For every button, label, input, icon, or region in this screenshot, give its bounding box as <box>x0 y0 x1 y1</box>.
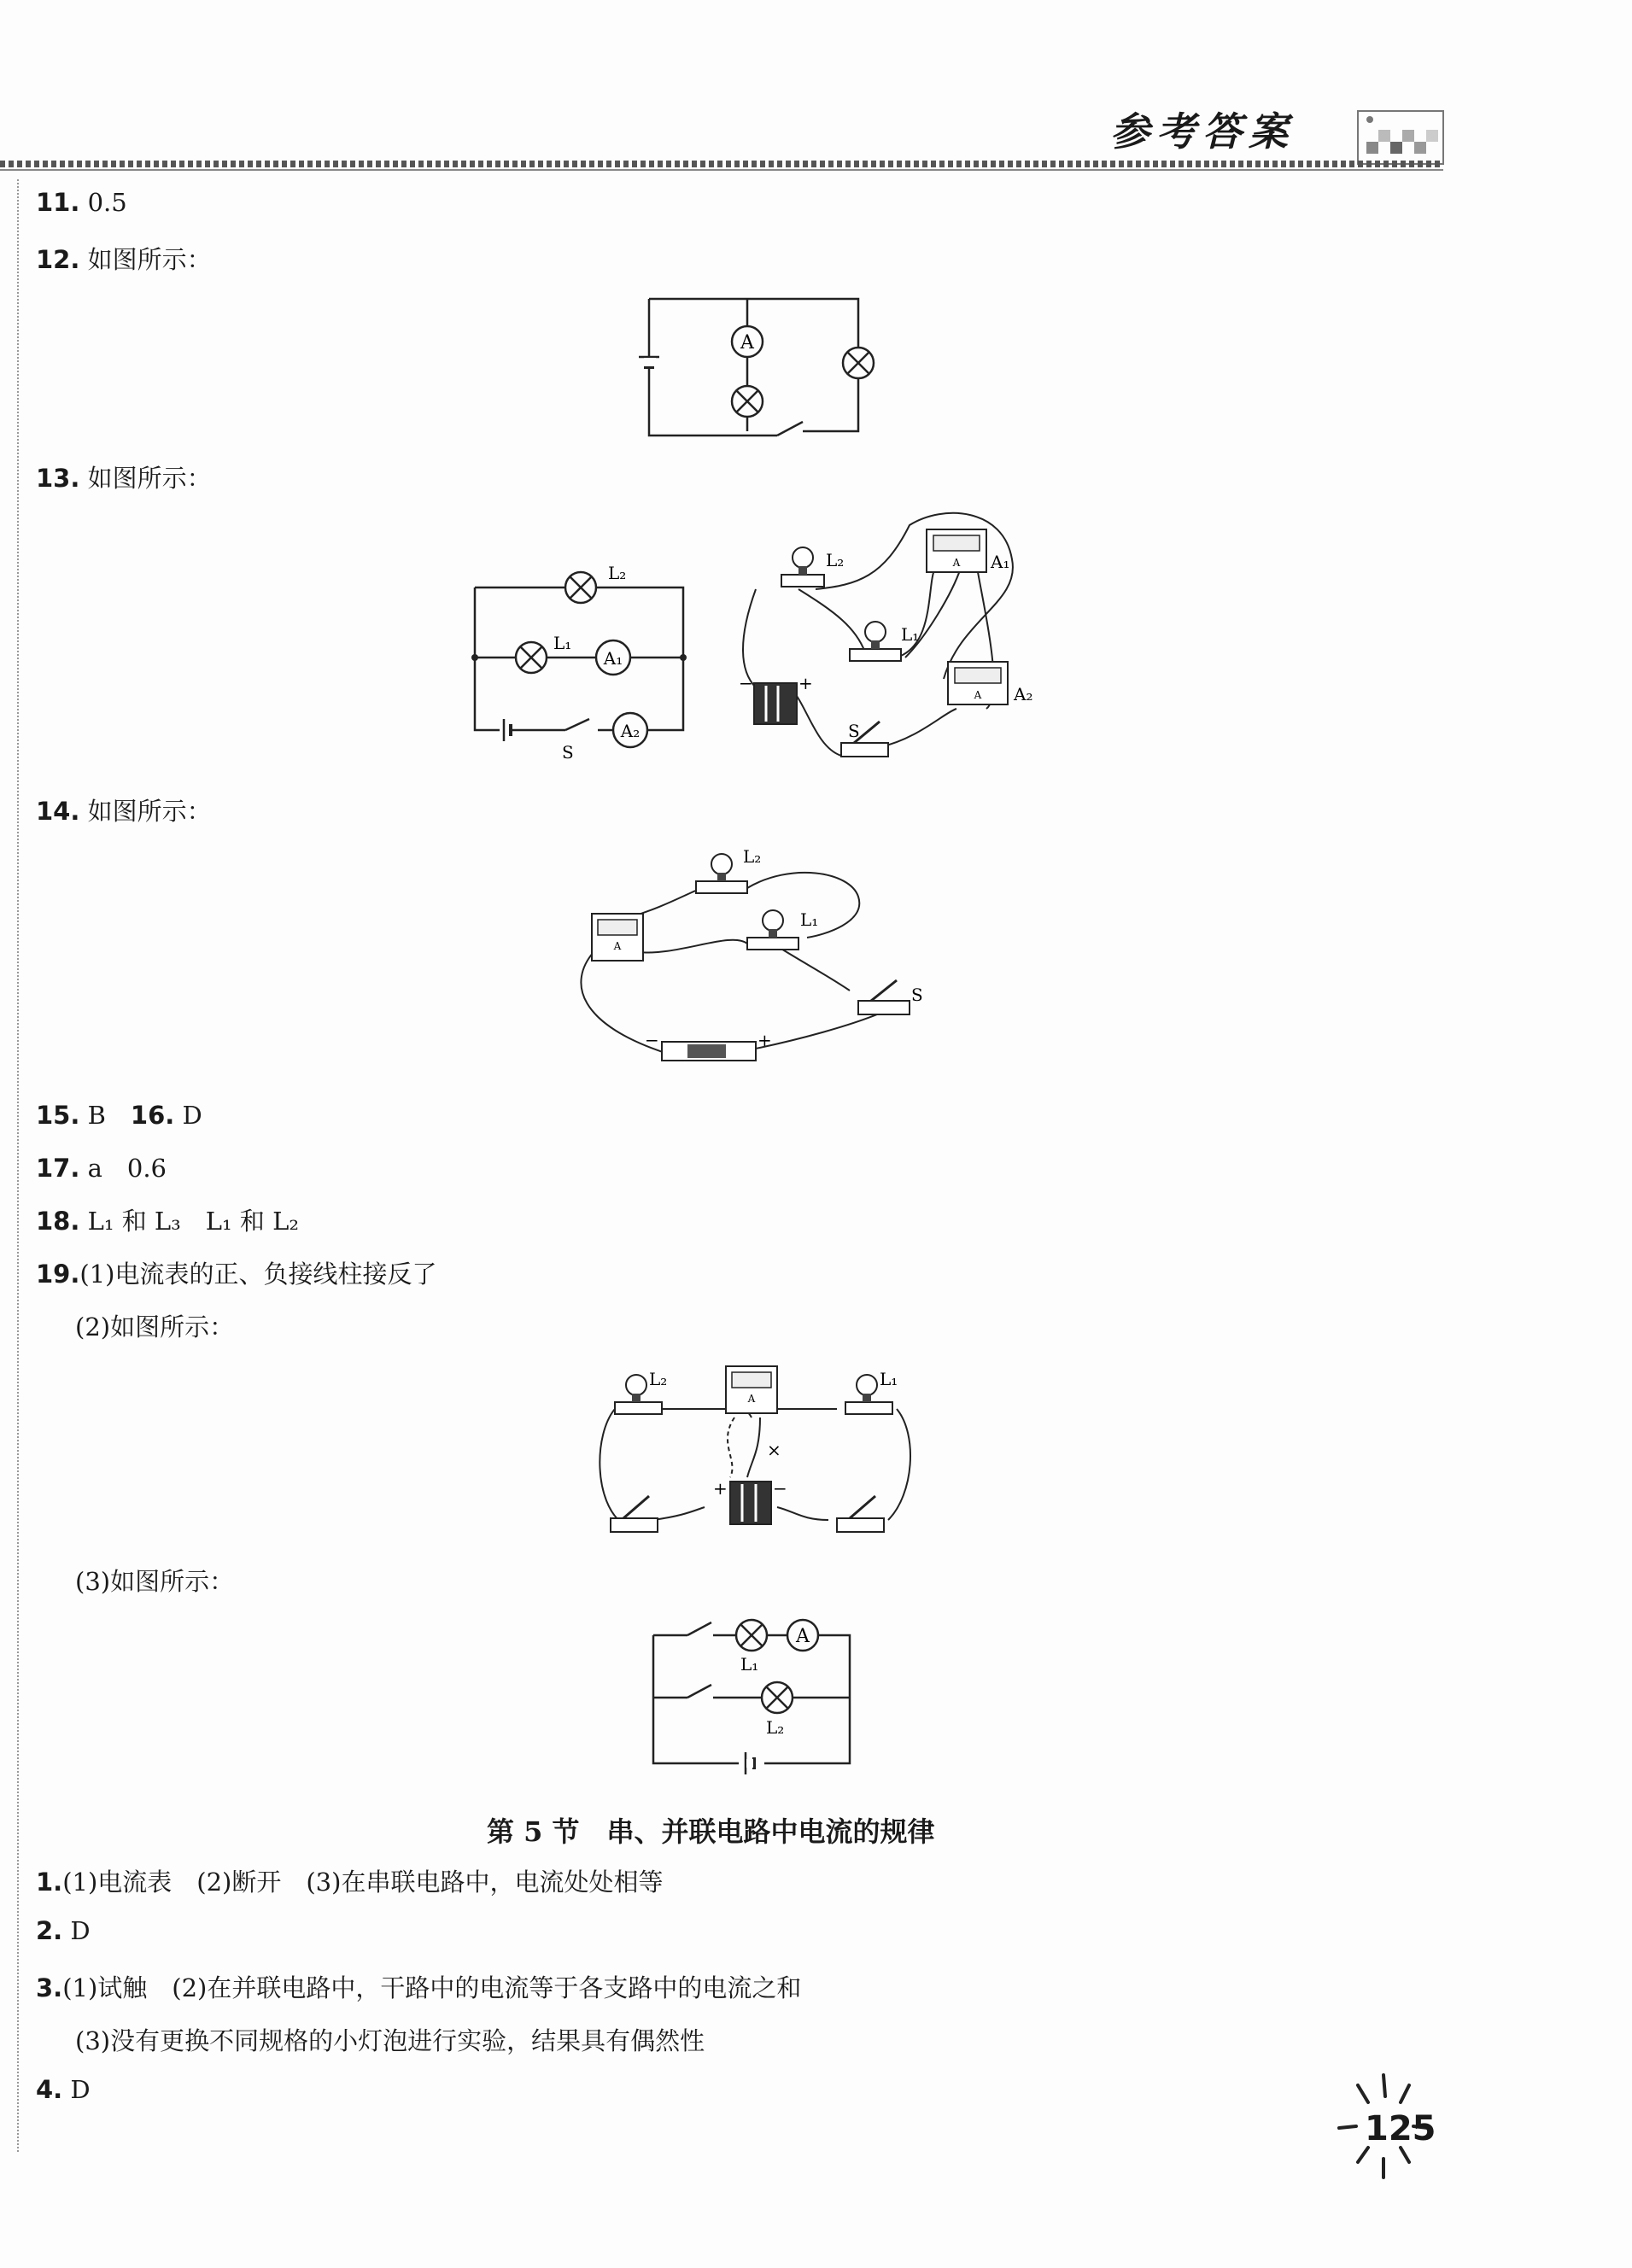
svg-text:A: A <box>974 689 982 701</box>
circuit-diagram-14-physical <box>576 837 935 1076</box>
svg-text:A₂: A₂ <box>620 721 641 741</box>
ammeter-A2-icon <box>948 662 1008 704</box>
switch-icon <box>837 1496 884 1532</box>
answer-19-part3: (3)如图所示： <box>75 1567 235 1596</box>
svg-text:−: − <box>773 1478 787 1499</box>
circuit-diagram-13-schematic <box>470 555 709 763</box>
section-answer-2: 2. D <box>36 1916 91 1945</box>
battery-icon <box>662 1042 756 1061</box>
svg-text:A₁: A₁ <box>603 648 623 669</box>
lamp-icon <box>732 386 763 417</box>
svg-text:L₂: L₂ <box>826 550 845 570</box>
circuit-diagram-13-physical <box>730 508 1055 781</box>
margin-dotted-line <box>17 179 19 2152</box>
header-rule-solid <box>0 169 1443 171</box>
svg-text:−: − <box>645 1030 659 1050</box>
battery-icon <box>754 683 797 724</box>
svg-text:A: A <box>952 557 961 569</box>
section-answer-3-part3: (3)没有更换不同规格的小灯泡进行实验，结果具有偶然性 <box>75 2026 705 2055</box>
switch-icon <box>858 980 910 1014</box>
answer-18: 18. L₁ 和 L₃ L₁ 和 L₂ <box>36 1207 300 1236</box>
svg-text:L₂: L₂ <box>608 563 627 583</box>
svg-text:L₁: L₁ <box>901 624 920 645</box>
bulb-L1-icon <box>747 910 798 950</box>
ammeter-icon <box>732 326 763 357</box>
svg-text:+: + <box>713 1478 728 1499</box>
svg-text:L₁: L₁ <box>800 909 819 930</box>
svg-text:×: × <box>767 1440 781 1460</box>
bulb-L2-icon <box>696 854 747 893</box>
svg-text:A: A <box>747 1393 756 1405</box>
svg-text:A: A <box>740 332 754 354</box>
svg-text:L₂: L₂ <box>743 846 762 867</box>
answer-19-part2: (2)如图所示： <box>75 1312 235 1342</box>
lamp-icon <box>843 348 874 378</box>
svg-text:L₁: L₁ <box>740 1654 759 1675</box>
circuit-diagram-19-schematic <box>636 1605 875 1776</box>
battery-icon <box>730 1482 771 1524</box>
svg-text:S: S <box>911 985 923 1005</box>
svg-text:A: A <box>796 1626 810 1647</box>
answer-12: 12. 如图所示： <box>36 245 212 274</box>
header-checker-decoration <box>1358 111 1443 164</box>
svg-text:+: + <box>798 673 813 693</box>
answer-19-part1: 19.(1)电流表的正、负接线柱接反了 <box>36 1260 437 1289</box>
circuit-diagram-19-physical <box>589 1349 931 1546</box>
svg-text:L₁: L₁ <box>553 633 572 653</box>
answer-15-16: 15. B 16. D <box>36 1101 202 1130</box>
ammeter-icon <box>726 1366 777 1413</box>
section-answer-1: 1.(1)电流表 (2)断开 (3)在串联电路中，电流处处相等 <box>36 1868 664 1897</box>
circuit-diagram-12 <box>632 290 871 444</box>
svg-text:+: + <box>758 1030 772 1050</box>
svg-text:L₁: L₁ <box>880 1369 898 1389</box>
section-title: 第 5 节 串、并联电路中电流的规律 <box>487 1815 935 1848</box>
svg-text:A₂: A₂ <box>1014 684 1033 704</box>
answer-17: 17. a 0.6 <box>36 1154 167 1183</box>
section-answer-3: 3.(1)试触 (2)在并联电路中，干路中的电流等于各支路中的电流之和 <box>36 1973 802 2002</box>
svg-text:A₁: A₁ <box>991 552 1010 572</box>
svg-text:L₂: L₂ <box>766 1717 785 1738</box>
section-answer-4: 4. D <box>36 2075 91 2104</box>
svg-text:S: S <box>848 721 860 741</box>
switch-icon <box>611 1496 658 1532</box>
bulb-L2-icon <box>781 547 824 587</box>
svg-text:L₂: L₂ <box>649 1369 668 1389</box>
answer-11: 11. 0.5 <box>36 188 127 217</box>
answer-14: 14. 如图所示： <box>36 797 212 826</box>
header-rule <box>0 161 1443 167</box>
bulb-L1-icon <box>850 622 901 661</box>
page-number: 125 <box>1365 2109 1436 2148</box>
svg-text:S: S <box>562 742 574 763</box>
svg-text:−: − <box>739 673 753 693</box>
header-title: 参考答案 <box>1110 108 1295 155</box>
answer-13: 13. 如图所示： <box>36 464 212 493</box>
ammeter-A1-icon <box>927 529 986 572</box>
ammeter-icon <box>592 914 643 961</box>
svg-text:A: A <box>613 940 622 952</box>
